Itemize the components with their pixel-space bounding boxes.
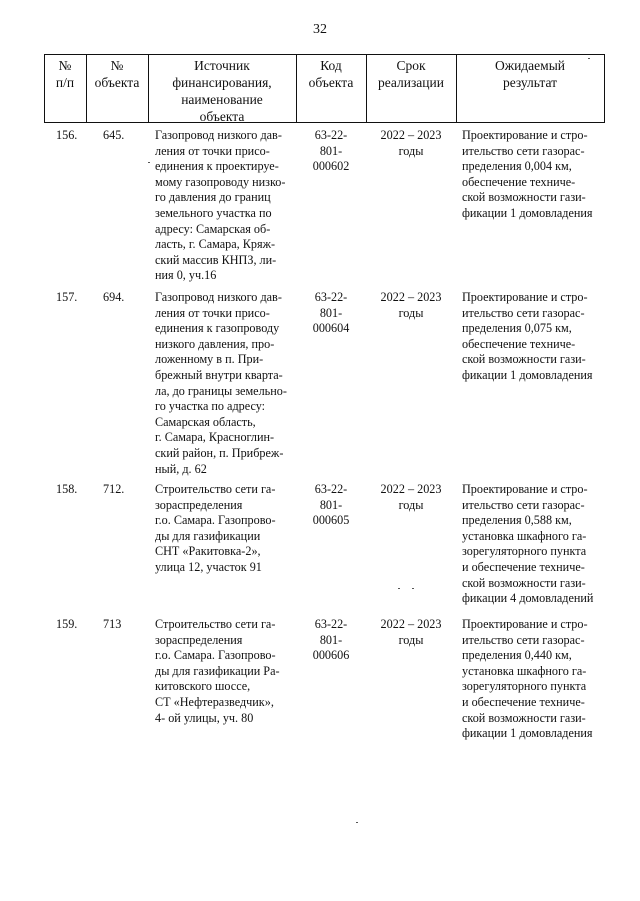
row-number: 157. [56, 290, 78, 304]
row-number: 159. [56, 617, 78, 631]
funding-source: Строительство сети га- зораспределения г.о. Самара. Газопрово- ды для газификации Ра- китовского шоссе, СТ «Нефтеразведчик», 4- ой улицы, уч. 80 [155, 617, 280, 725]
scan-speck [588, 58, 590, 59]
object-number: 713 [103, 617, 122, 631]
object-number: 694. [103, 290, 125, 304]
funding-source: Газопровод низкого дав- ления от точки присо- единения к проектируе- мому газопроводу низко- го давления до границ земельного участка по адресу: Самарская об- ласть, г. Самара, Кряж- ский массив КНПЗ, ли- ния 0, уч.16 [155, 128, 286, 283]
term: 2022 – 2023 годы [380, 290, 442, 320]
scan-speck [148, 162, 150, 163]
expected-result: Проектирование и стро- ительство сети газорас- пределения 0,004 км, обеспечение техниче- ской возможности гази- фикации 1 домовладения [462, 128, 593, 220]
term: 2022 – 2023 годы [380, 617, 442, 647]
scan-speck [356, 822, 358, 823]
expected-result: Проектирование и стро- ительство сети газорас- пределения 0,440 км, установка шкафного га- зорегуляторного пункта и обеспечение техниче- ской возможности гази- фикации 1 домовладения [462, 617, 593, 741]
term: 2022 – 2023 годы [380, 128, 442, 158]
scan-speck [398, 588, 400, 589]
object-code: 63-22- 801- 000606 [312, 617, 350, 663]
object-number: 645. [103, 128, 125, 142]
header-bottom-rule [44, 122, 605, 123]
expected-result: Проектирование и стро- ительство сети газорас- пределения 0,588 км, установка шкафного га- зорегуляторного пункта и обеспечение техниче- ской возможности гази- фикации 4 домовладений [462, 482, 594, 606]
row-number: 156. [56, 128, 78, 142]
header-term: Срок реализации [378, 58, 444, 90]
header-expected-result: Ожидаемый результат [495, 58, 565, 90]
header-row-number: № п/п [55, 58, 75, 90]
object-code: 63-22- 801- 000604 [312, 290, 350, 336]
row-number: 158. [56, 482, 78, 496]
header-object-code: Код объекта [308, 58, 354, 90]
expected-result: Проектирование и стро- ительство сети газорас- пределения 0,075 км, обеспечение техниче- ской возможности гази- фикации 1 домовладения [462, 290, 593, 382]
object-code: 63-22- 801- 000605 [312, 482, 350, 528]
column-divider [604, 54, 605, 123]
header-funding-source: Источник финансирования, наименование объекта [172, 58, 272, 124]
funding-source: Газопровод низкого дав- ления от точки присо- единения к газопроводу низкого давления, про- ложенному в п. При- брежный внутри кварта- ла, до границы земельно- го участка по адресу: Самарская область, г. Самара, Красноглин- ский район, п. Прибреж- ный, д. 62 [155, 290, 287, 476]
table-top-rule [44, 54, 605, 55]
scan-speck [412, 588, 414, 589]
header-object-number: № объекта [94, 58, 140, 90]
object-code: 63-22- 801- 000602 [312, 128, 350, 174]
funding-source: Строительство сети га- зораспределения г.о. Самара. Газопрово- ды для газификации СНТ «Ракитовка-2», улица 12, участок 91 [155, 482, 276, 574]
object-number: 712. [103, 482, 125, 496]
page-number: 32 [313, 22, 327, 37]
term: 2022 – 2023 годы [380, 482, 442, 512]
